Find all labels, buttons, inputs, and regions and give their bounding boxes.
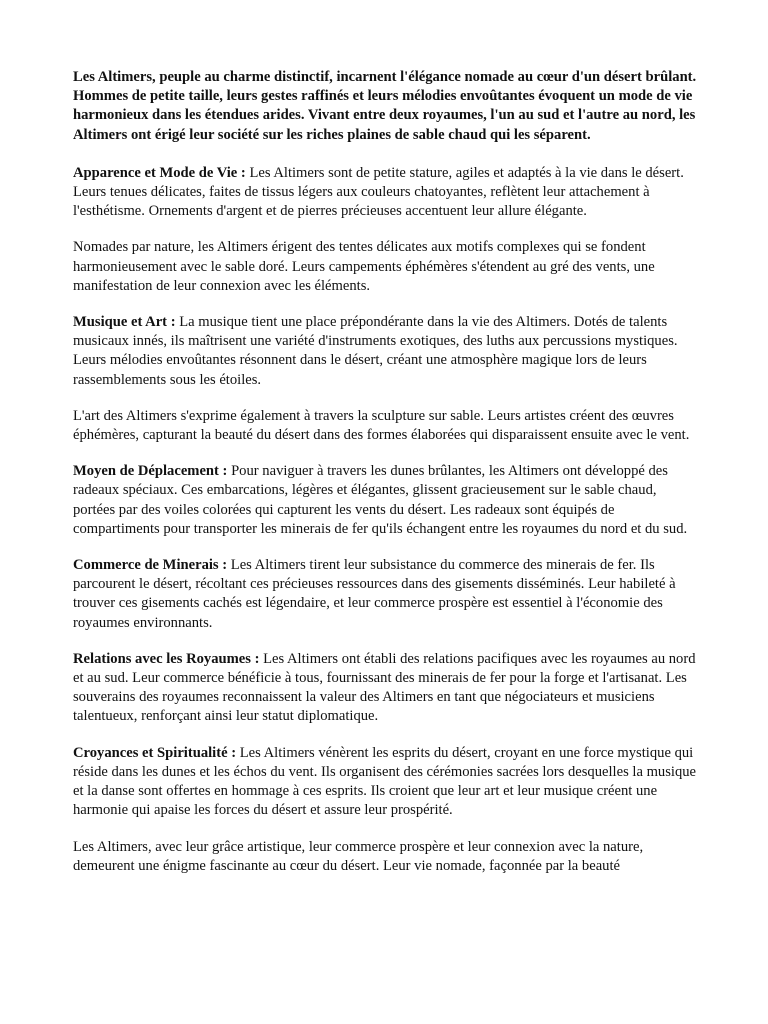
section-heading: Moyen de Déplacement :: [73, 463, 228, 480]
section-appearance: [73, 164, 698, 222]
section-conclusion: [73, 838, 698, 876]
section-relations: [73, 650, 698, 727]
section-text: Nomades par nature, les Altimers érigent des tentes délicates aux motifs complexes qui se fondent harmonieusement avec le sable doré. Leurs campements éphémères s'étendent au gré des vents, une manifestation de leur connexion avec les éléments.: [73, 239, 655, 294]
section-commerce: [73, 556, 698, 633]
section-text: Les Altimers sont de petite stature, agiles et adaptés à la vie dans le désert. Leurs tenues délicates, faites de tissus légers aux couleurs chatoyantes, reflètent leur attachement à l'esthétisme. Ornements d'argent et de pierres précieuses accentuent leur allure élégante.: [73, 164, 684, 220]
section-text: Les Altimers, avec leur grâce artistique, leur commerce prospère et leur connexion avec la nature, demeurent une énigme fascinante au cœur du désert. Leur vie nomade, façonnée par la beauté: [73, 838, 644, 874]
section-heading: Commerce de Minerais :: [73, 557, 228, 574]
section-nomads: [73, 238, 698, 296]
section-text: L'art des Altimers s'exprime également à travers la sculpture sur sable. Leurs artistes créent des œuvres éphémères, capturant la beauté du désert dans des formes élaborées qui disparaissent ensuite avec le vent.: [73, 407, 690, 444]
section-heading: Relations avec les Royaumes :: [73, 650, 260, 667]
intro-paragraph: Les Altimers, peuple au charme distinctif, incarnent l'élégance nomade au cœur d'un désert brûlant. Hommes de petite taille, leurs gestes raffinés et leurs mélodies envoûtantes évoquent un mode de vie harmonieux dans les étendues arides. Vivant entre deux royaumes, l'un au sud et l'autre au nord, les Altimers ont érigé leur société sur les riches plaines de sable chaud qui les séparent.: [73, 69, 697, 143]
section-heading: Apparence et Mode de Vie :: [73, 164, 246, 181]
section-text: Les Altimers ont établi des relations pacifiques avec les royaumes au nord et au sud. Leur commerce bénéficie à tous, fournissant des minerais de fer pour la forge et l'artisanat. Les souverains des royaumes reconnaissent la valeur des Altimers en tant que négociateurs et musiciens talentueux, renforçant ainsi leur statut diplomatique.: [73, 650, 696, 725]
section-text: La musique tient une place prépondérante dans la vie des Altimers. Dotés de talents musicaux innés, ils maîtrisent une variété d'instruments exotiques, des luths aux percussions mystiques. Leurs mélodies envoûtantes résonnent dans le désert, créant une atmosphère magique lors de leurs rassemblements sous les étoiles.: [73, 314, 678, 388]
section-text: Les Altimers tirent leur subsistance du commerce des minerais de fer. Ils parcourent le désert, récoltant ces précieuses ressources dans des gisements disséminés. Leur habileté à trouver ces gisements cachés est légendaire, et leur commerce prospère est essentiel à l'économie des royaumes environnants.: [73, 557, 676, 631]
section-text: Les Altimers vénèrent les esprits du désert, croyant en une force mystique qui réside dans les dunes et les échos du vent. Ils organisent des cérémonies sacrées lors desquelles la musique et la danse sont offertes en hommage à ces esprits. Ils croient que leur art et leur musique créent une harmonie qui apaise les forces du désert et assure leur prospérité.: [73, 744, 697, 819]
section-beliefs: [73, 744, 698, 821]
section-heading: Croyances et Spiritualité :: [73, 744, 237, 761]
section-transport: [73, 462, 698, 539]
section-music-art: [73, 313, 698, 390]
section-heading: Musique et Art :: [73, 314, 176, 331]
section-sand-art: [73, 407, 698, 445]
section-text: Pour naviguer à travers les dunes brûlantes, les Altimers ont développé des radeaux spéciaux. Ces embarcations, légères et élégantes, glissent gracieusement sur le sable chaud, portées par des voiles colorées qui capturent les vents du désert. Les radeaux sont équipés de compartiments pour transporter les minerais de fer qu'ils échangent entre les royaumes du nord et du sud.: [73, 463, 688, 537]
